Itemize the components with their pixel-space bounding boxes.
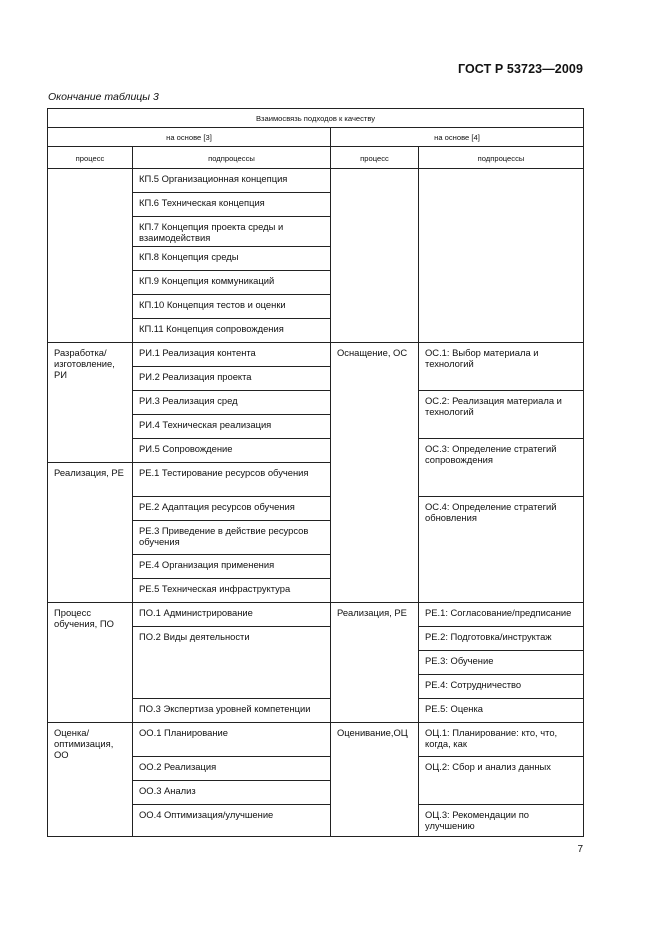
left-subprocess: РЕ.1 Тестирование ресурсов обучения xyxy=(133,463,331,497)
right-subprocess: ОС.4: Определение стратегий обновления xyxy=(419,497,584,603)
left-subprocess: ОО.3 Анализ xyxy=(133,781,331,805)
right-process: Оценивание,ОЦ xyxy=(331,723,419,837)
right-process: Оснащение, ОС xyxy=(331,343,419,603)
left-subprocess: ПО.1 Администрирование xyxy=(133,603,331,627)
left-subprocess: РЕ.5 Техническая инфраструктура xyxy=(133,579,331,603)
right-subprocess: РЕ.3: Обучение xyxy=(419,651,584,675)
right-subprocess: ОЦ.3: Рекомендации по улучшению xyxy=(419,805,584,837)
left-process: Оценка/ оптимизация, ОО xyxy=(48,723,133,837)
right-process-cell xyxy=(331,169,419,343)
page-number: 7 xyxy=(577,844,583,855)
left-process: Разработка/ изготовление, РИ xyxy=(48,343,133,463)
left-subprocess: ОО.4 Оптимизация/улучшение xyxy=(133,805,331,837)
left-subprocess: ОО.2 Реализация xyxy=(133,757,331,781)
left-subprocess: РИ.3 Реализация сред xyxy=(133,391,331,415)
left-subprocess: ОО.1 Планирование xyxy=(133,723,331,757)
quality-approaches-table xyxy=(47,108,584,837)
left-subprocess: КП.7 Концепция проекта среды и взаимодействия xyxy=(133,217,331,247)
left-subprocess: КП.10 Концепция тестов и оценки xyxy=(133,295,331,319)
left-subprocess: ПО.3 Экспертиза уровней компетенции xyxy=(133,699,331,723)
col-process-right-header: процесс xyxy=(331,147,419,169)
left-subprocess: РИ.5 Сопровождение xyxy=(133,439,331,463)
left-subprocess: РЕ.4 Организация применения xyxy=(133,555,331,579)
table-title: Взаимосвязь подходов к качеству xyxy=(48,109,584,128)
left-subprocess: РИ.2 Реализация проекта xyxy=(133,367,331,391)
right-subprocess: ОС.1: Выбор материала и технологий xyxy=(419,343,584,391)
col-process-header: процесс xyxy=(48,147,133,169)
left-subprocess: КП.5 Организационная концепция xyxy=(133,169,331,193)
right-subprocess: РЕ.4: Сотрудничество xyxy=(419,675,584,699)
table-caption: Окончание таблицы 3 xyxy=(48,91,159,103)
col-subprocesses-header: подпроцессы xyxy=(133,147,331,169)
left-subprocess: РЕ.3 Приведение в действие ресурсов обучения xyxy=(133,521,331,555)
left-process-cell xyxy=(48,169,133,343)
right-subprocess: РЕ.2: Подготовка/инструктаж xyxy=(419,627,584,651)
left-subprocess: КП.9 Концепция коммуникаций xyxy=(133,271,331,295)
left-process: Процесс обучения, ПО xyxy=(48,603,133,723)
right-subprocess: РЕ.1: Согласование/предписание xyxy=(419,603,584,627)
group-right-header: на основе [4] xyxy=(331,128,584,147)
left-subprocess: КП.8 Концепция среды xyxy=(133,247,331,271)
right-subprocess: РЕ.5: Оценка xyxy=(419,699,584,723)
left-process: Реализация, РЕ xyxy=(48,463,133,603)
standard-designation: ГОСТ Р 53723—2009 xyxy=(457,62,583,76)
right-subprocess-cell xyxy=(419,169,584,343)
left-subprocess: РИ.1 Реализация контента xyxy=(133,343,331,367)
group-left-header: на основе [3] xyxy=(48,128,331,147)
left-subprocess: КП.11 Концепция сопровождения xyxy=(133,319,331,343)
right-process: Реализация, РЕ xyxy=(331,603,419,723)
right-subprocess: ОЦ.2: Сбор и анализ данных xyxy=(419,757,584,805)
right-subprocess: ОС.3: Определение стратегий сопровождения xyxy=(419,439,584,497)
right-subprocess: ОС.2: Реализация материала и технологий xyxy=(419,391,584,439)
left-subprocess: РЕ.2 Адаптация ресурсов обучения xyxy=(133,497,331,521)
col-subprocesses-right-header: подпроцессы xyxy=(419,147,584,169)
right-subprocess: ОЦ.1: Планирование: кто, что, когда, как xyxy=(419,723,584,757)
left-subprocess: РИ.4 Техническая реализация xyxy=(133,415,331,439)
left-subprocess: ПО.2 Виды деятельности xyxy=(133,627,331,699)
left-subprocess: КП.6 Техническая концепция xyxy=(133,193,331,217)
